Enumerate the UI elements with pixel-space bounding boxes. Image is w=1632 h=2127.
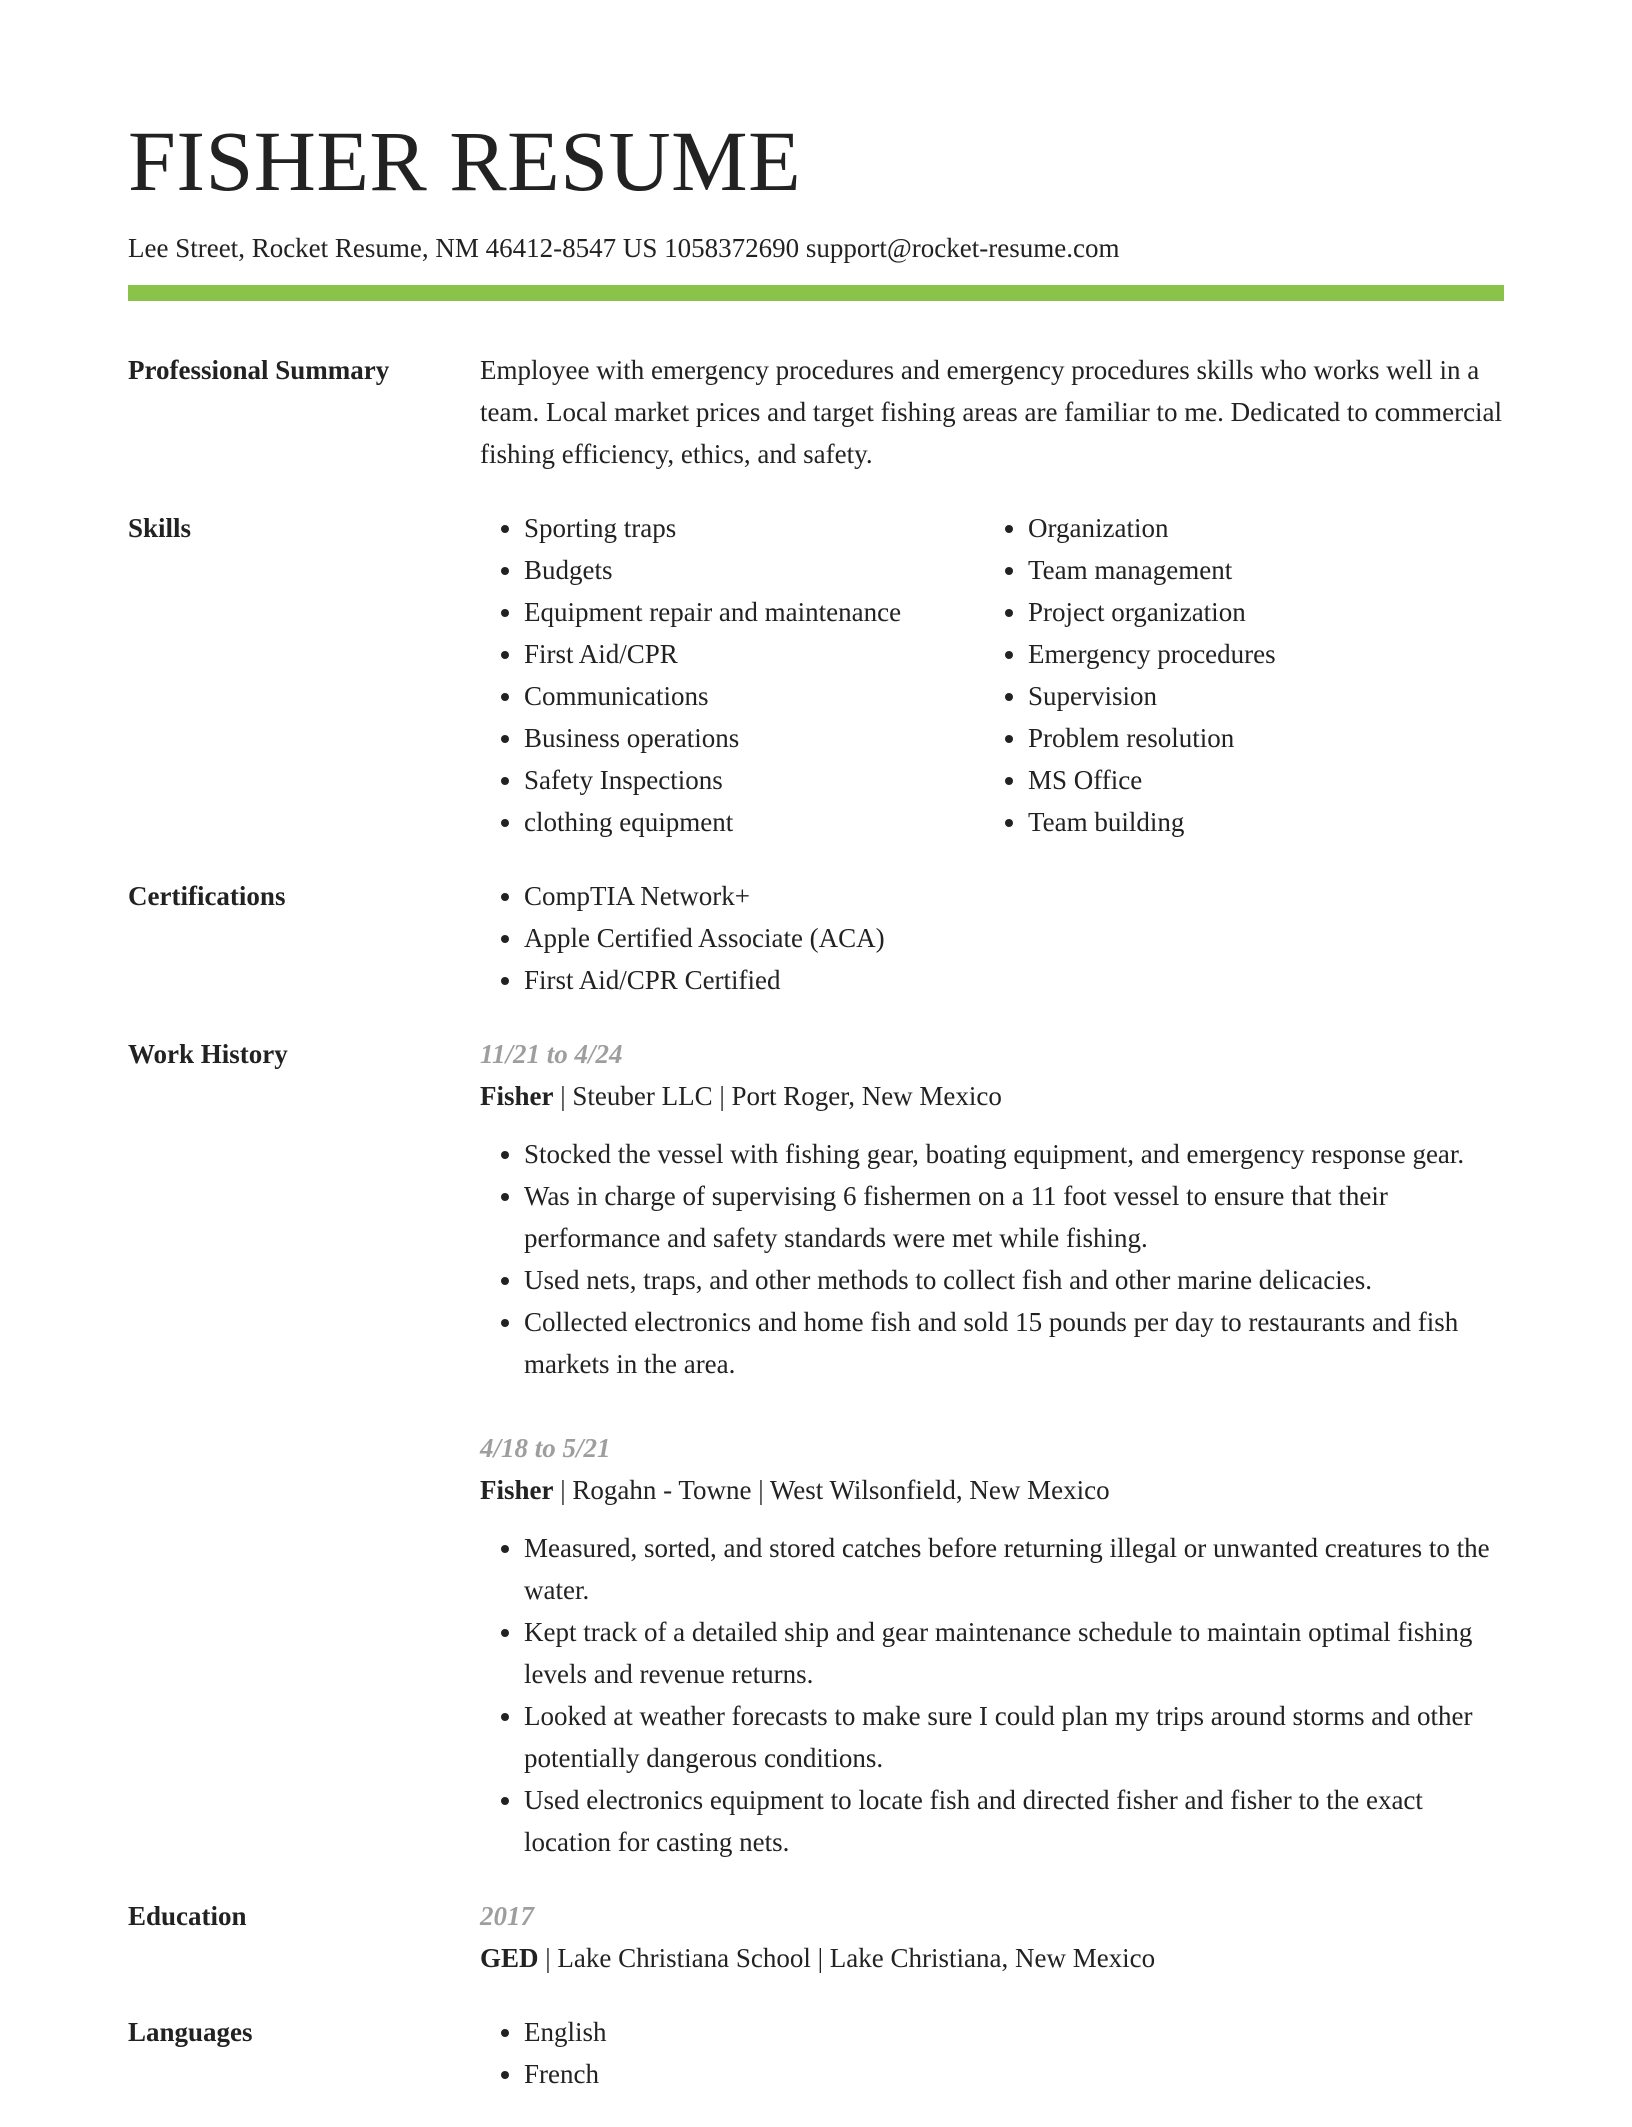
job-role: Fisher	[480, 1475, 554, 1505]
job-dates: 11/21 to 4/24	[480, 1039, 623, 1069]
languages-section	[128, 2011, 1504, 2095]
certification-item: • First Aid/CPR Certified	[524, 959, 1504, 1001]
skill-item: • Budgets	[524, 549, 984, 591]
job-bullet: • Kept track of a detailed ship and gear maintenance schedule to maintain optimal fishing levels and revenue returns.	[524, 1611, 1504, 1695]
job-title-line	[480, 1075, 1504, 1117]
summary-body	[480, 349, 1504, 475]
languages-body	[480, 2011, 1504, 2095]
summary-text: Employee with emergency procedures and emergency procedures skills who works well in a team. Local market prices and target fishing areas are familiar to me. Dedicated to commercial fishing efficiency, ethics, and safety.	[480, 355, 1503, 469]
skill-item: • First Aid/CPR	[524, 633, 984, 675]
contact-line	[128, 232, 1119, 264]
skill-item: • Team building	[1028, 801, 1528, 843]
education-line	[480, 1937, 1504, 1979]
job-bullet: • Used electronics equipment to locate fish and directed fisher and fisher to the exact location for casting nets.	[524, 1779, 1504, 1863]
skill-item: • Emergency procedures	[1028, 633, 1528, 675]
education-body	[480, 1895, 1504, 1979]
job-bullet: • Stocked the vessel with fishing gear, boating equipment, and emergency response gear.	[524, 1133, 1504, 1175]
languages-list	[480, 2011, 1504, 2095]
summary-section	[128, 349, 1504, 475]
skill-item: • Business operations	[524, 717, 984, 759]
skill-item: • Equipment repair and maintenance	[524, 591, 984, 633]
section-title-skills: Skills	[128, 513, 192, 543]
skill-item: • Safety Inspections	[524, 759, 984, 801]
contact-email: support@rocket-resume.com	[805, 233, 1120, 263]
job-bullets	[480, 1527, 1504, 1863]
certifications-section	[128, 875, 1504, 1001]
skill-item: • Sporting traps	[524, 507, 984, 549]
certification-item: • CompTIA Network+	[524, 875, 1504, 917]
skills-column-1	[480, 507, 984, 843]
contact-phone: 1058372690	[664, 233, 800, 263]
skills-columns	[480, 507, 1528, 843]
job-employer: | Rogahn - Towne | West Wilsonfield, New Mexico	[553, 1475, 1110, 1505]
skills-section	[128, 507, 1504, 843]
certifications-body	[480, 875, 1504, 1001]
job-entry	[480, 1033, 1504, 1385]
certifications-list	[480, 875, 1504, 1001]
section-title-work-history: Work History	[128, 1039, 288, 1069]
resume-sections	[128, 349, 1504, 2127]
job-entry	[480, 1427, 1504, 1863]
skill-item: • Project organization	[1028, 591, 1528, 633]
language-item: • French	[524, 2053, 1504, 2095]
job-bullet: • Collected electronics and home fish and sold 15 pounds per day to restaurants and fish markets in the area.	[524, 1301, 1504, 1385]
skill-item: • Problem resolution	[1028, 717, 1528, 759]
education-degree: GED	[480, 1943, 539, 1973]
skill-item: • Communications	[524, 675, 984, 717]
skill-item: • Team management	[1028, 549, 1528, 591]
header-divider	[128, 285, 1504, 301]
job-title-line	[480, 1469, 1504, 1511]
job-employer: | Steuber LLC | Port Roger, New Mexico	[553, 1081, 1002, 1111]
job-bullet: • Measured, sorted, and stored catches before returning illegal or unwanted creatures to the water.	[524, 1527, 1504, 1611]
job-bullet: • Was in charge of supervising 6 fishermen on a 11 foot vessel to ensure that their performance and safety standards were met while fishing.	[524, 1175, 1504, 1259]
skill-item: • MS Office	[1028, 759, 1528, 801]
job-bullet: • Looked at weather forecasts to make sure I could plan my trips around storms and other potentially dangerous conditions.	[524, 1695, 1504, 1779]
skill-item: • Supervision	[1028, 675, 1528, 717]
job-bullets	[480, 1133, 1504, 1385]
skills-column-2	[984, 507, 1528, 843]
education-section	[128, 1895, 1504, 1979]
resume-title: FISHER RESUME	[128, 113, 802, 209]
section-title-summary: Professional Summary	[128, 355, 390, 385]
job-bullet: • Used nets, traps, and other methods to collect fish and other marine delicacies.	[524, 1259, 1504, 1301]
section-title-education: Education	[128, 1901, 247, 1931]
job-role: Fisher	[480, 1081, 554, 1111]
work-history-body	[480, 1033, 1504, 1863]
section-title-languages: Languages	[128, 2017, 253, 2047]
education-year: 2017	[480, 1901, 534, 1931]
language-item: • English	[524, 2011, 1504, 2053]
job-dates: 4/18 to 5/21	[480, 1433, 611, 1463]
work-history-section	[128, 1033, 1504, 1863]
skill-item: • clothing equipment	[524, 801, 984, 843]
education-school: | Lake Christiana School | Lake Christiana, New Mexico	[538, 1943, 1156, 1973]
skill-item: • Organization	[1028, 507, 1528, 549]
certification-item: • Apple Certified Associate (ACA)	[524, 917, 1504, 959]
contact-address: Lee Street, Rocket Resume, NM 46412-8547 US	[128, 233, 658, 263]
section-title-certifications: Certifications	[128, 881, 286, 911]
